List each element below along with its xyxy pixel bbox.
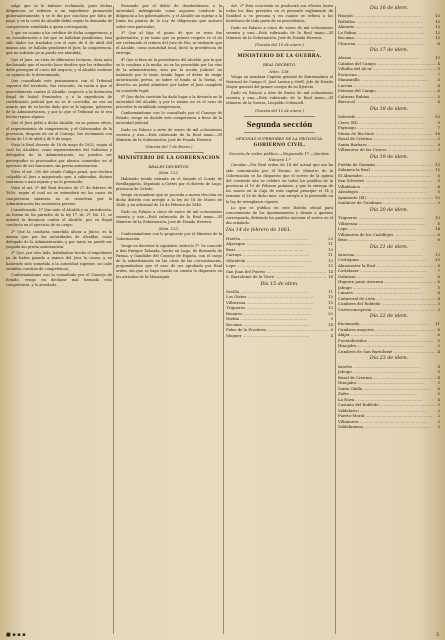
schedule-days [338,6,440,430]
town-name: Cumbres de San Bartolomé ..... [338,349,436,355]
town-list [226,289,333,339]
paragraph: Considerando: 1º Que ante el Alcalde y su jurisdicción, en forma de los párrafos de la ley 1ª, tit. 2º, lib. 11, se intentó la denuncia contra el Alcalde, por su ilegal conducta en el ejercicio de su cargo: [6,207,112,228]
paragraph: 2º Que la conducta sometida ahora a Juicio, es la misma que por las autoridades de Alcaldía, como delegado de la Administración, y por tanto no puede ser juzgada sin previa autorización: [6,229,112,250]
town-name: Santa Olalla ..... [338,386,436,392]
column-1 [6,4,112,636]
town-name: Santa Barbara ..... [338,142,436,148]
town-name: Paymogo ..... [338,125,436,131]
town-row [338,307,440,313]
town-count: 8 [437,220,440,226]
town-name: Lepe ..... [338,226,433,232]
column-2 [116,4,222,636]
paragraph: Conformándome con lo consultado por el Consejo de Estado, vengo en decidir esta competencia a favor de la autoridad judicial. [116,111,222,126]
town-name: Bollullos ..... [338,19,433,25]
town-count: 4 [437,290,440,296]
town-count: 7 [437,268,440,274]
town-name: Villarrasa ..... [338,221,436,227]
town-name: Beas ..... [226,247,326,253]
town-count: 5 [330,316,333,322]
paragraph: Que el Juez, en vista de diferentes lecturas, dicta auto declarando que el escrito hace desdice que los tribunales debe proseguir el curso del negocio; y el Alcalde sostiene su opinión de lo determinado; [6,57,112,78]
paragraph: Dado en Palacio a cinco de enero de mil ochocientos sesenta y uno.—Está rubricado de la Real mano.—El Ministro de la Gobernación, José de Posada Herrera. [226,25,333,40]
decree-subheading: REAL DECRETO. [262,62,297,68]
town-count: 6 [437,332,440,338]
town-count: 13 [435,55,440,61]
town-count: 8 [330,327,333,333]
town-name: S. Bartolomé de la Torre ..... [226,274,326,280]
town-count: 20 [435,114,440,120]
town-name: Villanueva de los Castillejos ..... [338,232,436,238]
town-count: 4 [437,348,440,354]
paragraph: Visto el art. 290 del citado Código penal, que declara culpable al Juez o magistrado que, a sabiendas, dictare sentencia o auto injusto y no lo prevenido: [6,169,112,185]
town-count: 18 [435,130,440,136]
town-name: Gibraleón ..... [226,258,326,264]
town-name: Sevilla ..... [226,289,326,295]
paragraph: 4º Que si bien en la providencia del Alcalde, por la que se le condena a la multa, no se ha procedido por las vías de la administración, sino por la acción judicial, no habiendo por lo tanto tenido lugar el deber de exigir autorización previa, ni sobre el fondo ni la forma, el derecho no podrá admitirse por haber el Juez cumplido su cometido legal: [116,57,222,93]
town-name: Hinojos ..... [338,13,433,19]
town-count: 3 [437,306,440,312]
town-name: Chucena ..... [338,41,436,47]
town-count: 14 [435,226,440,232]
town-count: 6 [437,273,440,279]
town-name: Trigueros ..... [226,305,326,311]
town-name: Beas ..... [338,237,436,243]
town-count: 11 [328,241,333,247]
town-count: 15 [435,18,440,24]
day-heading: Día 15 de idem. [260,281,299,287]
town-count: 11 [328,288,333,294]
town-name: Los Gistes ..... [226,294,326,300]
day-heading: Día 22 de idem. [369,314,409,320]
paragraph: Que consultado este pensamiento con el Tribunal superior del territorio, fue revocado, en razón a que el procedimiento contra el Alcalde, respecto a la detención ilegal de Isabel Fernández, y a la expedición de certificación judicial que no se le concedía, no era un asunto que de su hecho dado que se le supone, gobierno de la Administración, y por lo que el Tribunal no le era hecho reparo alguno: [6,79,112,120]
town-name: Aroche ..... [338,364,436,370]
paragraph: Vengo en nombrar Capitán general de Extremadura al Mariscal de Campo D. José Lavina y Orell, Jefe de Estado Mayor general del primer cuerpo de su Ejército. [226,74,333,90]
town-name: Cañaveral de León ..... [338,296,436,302]
town-count: 7 [437,71,440,77]
town-count: 5 [437,189,440,195]
paragraph: Vista la Real decreto de 18 de mayo de 1852, según el cual los Alcaldes, como representantes del Gobierno y delegados de la Administración, no pueden ser perseguidos ni procesados por abusos cometidos en el ejercicio de sus funciones, sin previa autorización: [6,143,112,168]
town-row [338,99,440,105]
town-name: Aljaraque ..... [226,241,326,247]
gazette-note: (Gaceta del 10 de enero.) [255,42,304,48]
town-name: Castaño del Robledo ..... [338,402,436,408]
town-count: 4 [437,295,440,301]
paragraph: 3º Que, por otro lado, habiéndose hecho el expediente ya de haber pasado a manos del Juez la causa, y no habiendo sido sometida a la autoridad superior, no cabe entablar cuestión de competencia; [6,251,112,271]
town-count: 5 [437,391,440,397]
town-count: 5 [437,136,440,142]
town-name: Jabugo ..... [338,285,436,291]
town-name: Fuenteheridos ..... [338,338,436,344]
town-row [338,200,440,206]
town-count: 8 [437,262,440,268]
town-count: 6 [437,385,440,391]
town-name: Ayamonte (El) ..... [338,195,433,201]
day-heading: Día 16 de idem. [369,6,409,11]
town-count: 5 [437,178,440,184]
town-name: Calañas del Campo ..... [338,61,436,67]
column-4 [338,4,440,636]
town-count: 11 [435,321,440,327]
town-count: 5 [437,369,440,375]
town-count: 3 [437,147,440,153]
town-name: La Palma ..... [338,30,433,36]
town-name: Zufre ..... [338,391,436,397]
town-name: Minas de Rio-tinto ..... [338,131,433,137]
town-count: 10 [435,257,440,263]
paragraph: Que el Juez pidió a dicho Alcalde, en su primer oficio, el requerimiento de competencia; y el Gobernador de la provincia, después de oír al Consejo, fue reclamado con fecha de 15 de abril y de 8 de mayo; [6,121,112,141]
town-count: 13 [328,257,333,263]
town-row [338,349,440,355]
town-count: 8 [437,326,440,332]
separator [134,152,204,153]
column-rule [113,6,114,634]
town-count: 14 [328,321,333,327]
paragraph: Vengo en decretar lo siguiente: Artículo 1º. Se concede a don Enrique Taboada, hecho en Lugo, de Bernardo de Parma, y Gandiabe del Consejo de España, con el cargo de la subordinación en las otras de las circunstancias, proponiéndose que el caso de ser aprobado por Real orden, sin que se haya tenido en cuenta lo dispuesto en los artículos de la Monarquía. [116,243,222,279]
town-count: 9 [437,119,440,125]
paragraph: Y que en cuanto a los créditos de dicha competencia, y en consideración a los que se hallaban pendientes, han sido dados los traslados con el auto de 6 de abril del mismo año, se hallaba pendiente el Juez, la competencia, que no subsiste ya ni puede ser atendida; [6,30,112,56]
town-name: Jabugo ..... [338,369,436,375]
decrees-subheading: REALES DECRETOS. [148,164,190,170]
town-name: Alájar ..... [338,332,436,338]
town-name: San Juan del Puerto ..... [226,269,326,275]
day-heading: Día 18 de idem. [369,106,409,112]
town-name: Cerro (El) ..... [338,120,436,126]
town-count: 6 [437,231,440,237]
town-name: Cumbres mayores ..... [338,327,436,333]
town-name: Manzanilla ..... [338,77,436,83]
town-name: Cortegana ..... [338,257,433,263]
town-count: 23 [328,235,333,241]
day-heading: Día 23 de idem. [369,356,409,362]
town-name: Hinojales ..... [338,343,436,349]
town-name: Villablanca ..... [338,184,436,190]
town-count: 3 [437,301,440,307]
town-count: 13 [435,194,440,200]
town-count: 2 [437,413,440,419]
town-name: Lepe ..... [226,263,326,269]
town-count: 3 [437,407,440,413]
paragraph: Art. 2º Esta concesión se producirá sus efectos hasta todos los días previstos en el presente reglamento de Sanidad a su persona y en cuanto se refiera a los herederos de toda parte de su procedencia. [226,4,333,24]
town-name: Almonte ..... [338,24,433,30]
town-count: 13 [435,13,440,19]
separator [244,116,315,117]
town-name: Galaroza ..... [338,274,436,280]
town-row [338,237,440,243]
town-count: 3 [437,402,440,408]
town-name: Valverde ..... [338,114,433,120]
town-name: Valdelarco ..... [338,408,436,414]
decree-number: Núm. 128. [269,68,290,74]
paragraph: Dado en Palacio a cinco de enero de mil ochocientos sesenta y uno.—Está rubricado de la Real mano.—El Ministro de la Gobernación, José de Posada Herrera. [116,209,222,224]
town-row [226,274,333,280]
town-name: Cortelazor ..... [338,268,436,274]
town-count: 3 [437,343,440,349]
town-count: 3 [437,200,440,206]
town-count: 15 [328,294,333,300]
town-name: Encinasola ..... [338,321,433,327]
town-count: 14 [328,274,333,280]
gov-heading: GOBIERNO CIVIL. [253,143,306,149]
town-count: 13 [435,161,440,167]
town-count: 4 [437,82,440,88]
ministry-heading: MINISTERIO DE LA GUERRA. [237,54,322,60]
column-rule [223,6,224,634]
town-name: Cumbres del Robledo ..... [338,301,436,307]
town-count: 15 [435,35,440,41]
separator [244,50,315,51]
town-count: 6 [437,88,440,94]
decree-number: Núm. 122. [158,170,180,176]
town-count: 5 [437,284,440,290]
town-name: La Nava ..... [338,397,436,403]
day-heading: Día 20 de idem. [369,207,409,213]
town-row [338,41,440,47]
town-count: 13 [435,251,440,257]
day-heading: Día 19 de idem. [369,154,409,160]
town-name: Villalba del Alcor ..... [338,66,436,72]
paragraph: salga que se le hubiere reclamado, pues dichas diligencias se refieren a un expediente promovido gubernativamente, y se le dio por concluso por falta de pago; y en la corte de Alcalde debió seguir la demanda de competencia entablada a quien corresponda; [6,4,112,29]
town-row [338,147,440,153]
page-number: 3 [435,632,439,638]
town-name: Bonares ..... [226,311,326,317]
column-3 [226,4,333,636]
paragraph: Visto el art. 3º del Real decreto de 27 de febrero de 1850, según el cual no se entenderá en los casos de competencia mientras no se resuelvan por la Administración las cuestiones previas: [6,186,112,206]
town-name: Puerto-Moral ..... [338,413,436,419]
paragraph: Lo que se publica en este Boletín oficial para conocimiento de los Ayuntamientos y demás a quienes corresponda, debiendo los pueblos ejecutar el sorteo en el día señalado. [226,205,333,226]
town-name: Rosal de Cristina ..... [338,136,436,142]
town-count: 4 [330,332,333,338]
town-count: 4 [437,99,440,105]
town-name: Cartaya ..... [226,252,326,258]
town-count: 5 [437,77,440,83]
town-name: Alosno ..... [338,55,433,61]
town-list [226,236,333,280]
town-name: San Silvestre ..... [338,178,436,184]
offices-heading: OFICINAS SUPERIORES DE LA PROVINCIA. [235,135,324,141]
town-name: Linares ..... [338,290,436,296]
circular-number: Número 1.º [268,157,291,163]
town-count: 13 [328,263,333,269]
town-count: 3 [437,418,440,424]
town-count: 6 [437,237,440,243]
town-name: Villanueva ..... [338,419,436,425]
paragraph: Dado en Palacio a siete de enero de mil ochocientos sesenta y uno.—Está rubricado de la Real mano.—El Ministro de la Gobernación, José de Posada Herrera. [116,127,222,142]
town-name: Higuera junto Aracena ..... [338,279,436,285]
town-count: 13 [435,24,440,30]
town-name: Escacena ..... [338,72,436,78]
town-name: Berrocal ..... [338,99,436,105]
town-count: 11 [328,252,333,258]
town-name: Huelva ..... [226,236,326,242]
paragraph: Habiendo tenido entrada en el Senado el Conde de Revillagigedo, Diputado a Cortes por el distrito de Lugo, provincia de Oviedo, [116,176,222,191]
town-name: Zalamea la Real ..... [338,167,433,173]
town-name: Rociana ..... [338,35,433,41]
town-name: Sanlúcar de Guadiana ..... [338,200,436,206]
town-name: Palos de la Frontera ..... [226,327,329,333]
town-name: Moguer ..... [226,333,329,339]
town-count: 6 [437,172,440,178]
town-name: Puebla de Guzmán ..... [338,162,433,168]
town-count: 6 [437,279,440,285]
town-count: 10 [328,246,333,252]
page-marks: ■ ▪ ▪ ▪ [6,632,26,638]
town-name: Lucena ..... [338,83,436,89]
town-count: 13 [435,215,440,221]
town-count: 14 [328,268,333,274]
town-count: 8 [437,363,440,369]
town-name: Corteconcepción ..... [338,307,436,313]
section-note: Sección de orden público.—Negociado 1º.—Quintas. [229,151,330,157]
town-name: Rosal de Cristina ..... [338,375,436,381]
town-name: Niebla ..... [226,316,329,322]
town-name: Alosdegra ..... [338,189,436,195]
ministry-heading: MINISTERIO DE LA GOBERNACION [117,156,221,162]
town-name: Trigueros ..... [338,215,433,221]
town-row [226,333,333,339]
town-name: El Almendro ..... [338,173,436,179]
town-count: 8 [437,141,440,147]
day-heading: Día 14 de febrero de 1861. [226,228,292,234]
gazette-note: (Gaceta del 12 de enero.) [255,107,304,113]
town-count: 4 [437,396,440,402]
column-rule [335,6,336,634]
paragraph: Conformándome con lo consultado por el Consejo de Estado, vengo en declarar mal formada esta competencia, y lo acordado. [6,272,112,288]
town-name: Rociana ..... [226,322,326,328]
town-count: 13 [328,305,333,311]
town-count: 5 [437,66,440,72]
town-name: Cabezas Rubias ..... [338,94,436,100]
town-count: 3 [437,424,440,430]
town-count: 7 [437,125,440,131]
section-heading: Segunda sección [246,119,313,129]
town-name: Villanueva de las Cruces ..... [338,147,436,153]
gazette-note: (Gaceta del 7 de Enero.) [145,144,193,150]
separator [244,132,315,133]
town-row [338,424,440,430]
town-name: Valdelamusa ..... [338,424,436,430]
town-count: 6 [437,40,440,46]
day-heading: Día 21 de idem. [369,244,409,250]
paragraph: Vengo en nombrar que se proceda a nueva elección en dicho distrito con arreglo a la ley de 18 de Marzo de 1846, y en adicional de 16 de Febrero de 1849. [116,193,222,208]
town-count: 4 [437,60,440,66]
paragraph: 5º Que dicha cuestión ha dado lugar a la decisión en la autoridad del Alcalde, y por lo mismo no es el caso de preceder la entablada competencia; [116,94,222,109]
town-name: Almonaster la Real ..... [338,263,436,269]
town-count: 4 [437,183,440,189]
town-count: 15 [435,167,440,173]
town-name: Hinojales ..... [338,380,436,386]
town-count: 20 [328,310,333,316]
town-name: Paterna del Campo ..... [338,88,436,94]
paragraph: Fernando por el delito de desobediencia a la autoridad, infringiendo como suponen conducir la diligencia a los gobernadores, y el Alcalde sin sujetar a la Junta los puntos de la Ley de diligencias que sostuvo sobre este particular; [116,4,222,29]
town-count: 10 [328,299,333,305]
town-count: 4 [437,374,440,380]
town-name: Villarrasa ..... [226,300,326,306]
paragraph: 3º Que al fijar el punto de que se trata fue gubernativo, y en tanto que su primer respeto es el de ser reclamado el crimen del Juez de Paz, se entiende que el Alcalde, como autoridad local, dictó la providencia de entrega: [116,30,222,56]
paragraph: Dado en Palacio a diez de Enero de mil ochocientos sesenta y uno.—Está rubricado de la Real mano.—El Ministro de la Guerra, Leopoldo O'donnell. [226,91,333,106]
town-count: 5 [437,337,440,343]
town-count: 3 [437,380,440,386]
day-heading: Día 17 de idem. [369,48,409,54]
circular-text: Circular.—Por Real orden de 14 del actual que me ha sido comunicada por el Excmo. Sr. Ministro de la Gobernación se ha dispuesto que el sorteo de la quinta del corriente año se celebre en todos los pueblos de la provincia el 10 de Febrero próximo, y que la entrega de los mozos en la Caja de esta capital principie el 14 y termine el 28 de dicho mes, con arreglo a lo prevenido en la ley de reemplazos vigente. [226,163,333,204]
town-count: 12 [435,29,440,35]
decree-number: Núm. 123. [158,226,180,232]
town-count: 5 [437,93,440,99]
paragraph: Conformándome con lo propuesto por el Ministro de la Gobernación, [116,232,222,242]
town-name: Aracena ..... [338,252,433,258]
